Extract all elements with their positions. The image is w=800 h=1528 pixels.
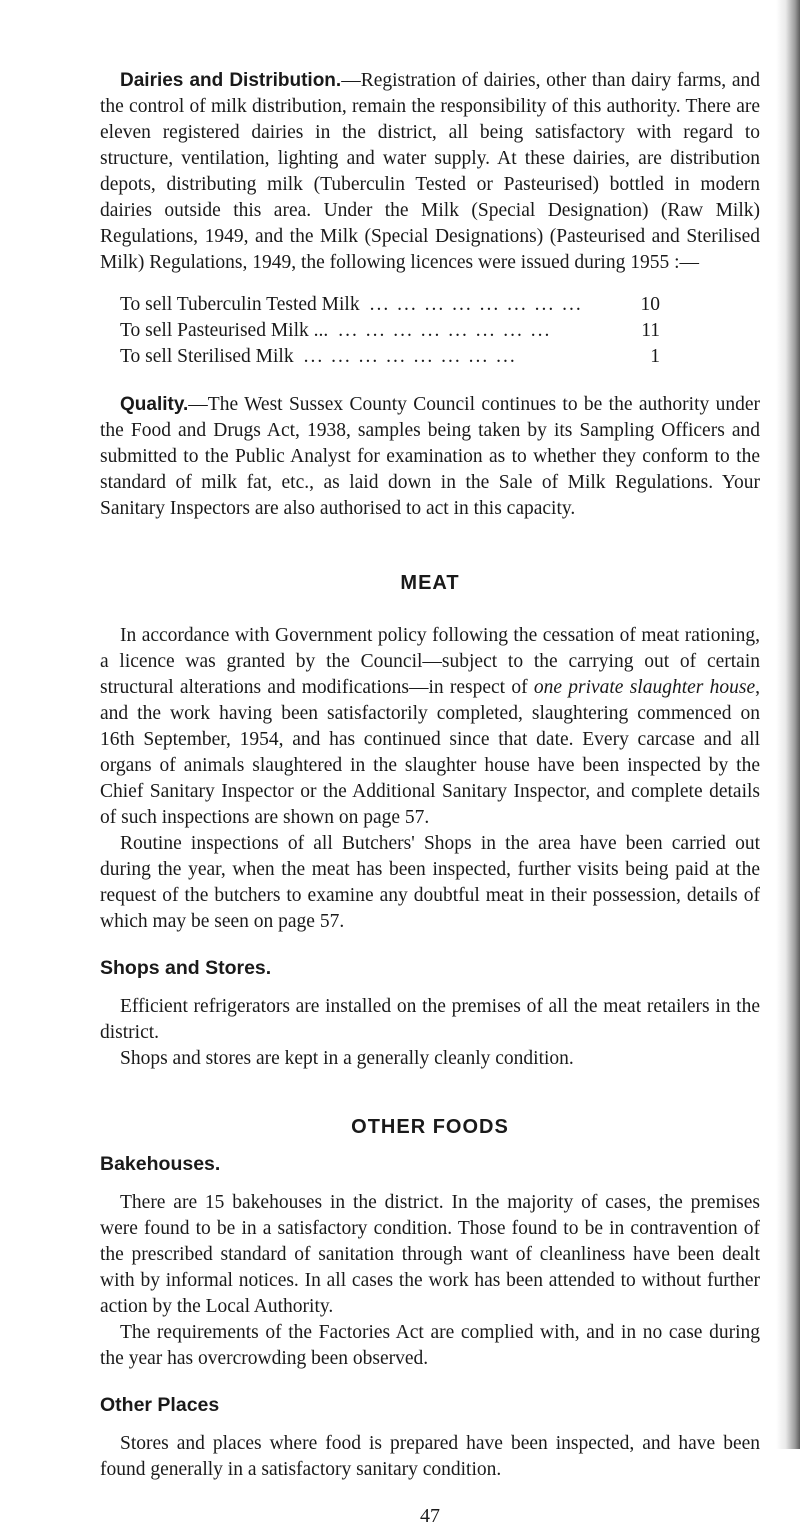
dairies-paragraph — [100, 68, 760, 276]
dairies-heading: Dairies and Distribution. — [120, 70, 342, 91]
licence-count: 1 — [650, 346, 660, 367]
leader-dots: ... ... ... ... ... ... ... ... — [303, 346, 517, 367]
leader-dots: ... ... ... ... ... ... ... ... — [369, 294, 583, 315]
licence-count: 11 — [641, 320, 660, 341]
meat-section-title: MEAT — [400, 572, 460, 594]
licence-label: To sell Tuberculin Tested Milk — [120, 294, 360, 315]
leader-dots: ... ... ... ... ... ... ... ... — [338, 320, 552, 341]
bakehouses-heading: Bakehouses. — [100, 1153, 221, 1175]
meat-paragraph-2: Routine inspections of all Butchers' Shops in the area have been carried out during the year, when the meat has been inspected, further visits being paid at the request of the butchers to examine any doubtful meat in their possession, details of which may be seen on page 57. — [100, 833, 760, 932]
licence-count: 10 — [640, 294, 660, 315]
meat-p1-start: In accordance with Government policy following the cessation of meat rationing, a licence was granted by the Council—subject to the carrying out of certain structural alterations and modifications—in respect of — [100, 625, 760, 698]
quality-paragraph — [100, 392, 760, 522]
shops-paragraph-1: Efficient refrigerators are installed on the premises of all the meat retailers in the district. — [100, 996, 760, 1043]
other-places-paragraph: Stores and places where food is prepared have been inspected, and have been found generally in a satisfactory sanitary condition. — [100, 1433, 760, 1480]
page-number: 47 — [420, 1505, 440, 1527]
licence-label: To sell Pasteurised Milk ... — [120, 320, 329, 341]
licence-label: To sell Sterilised Milk — [120, 346, 294, 367]
licences-list — [120, 292, 660, 370]
other-places-heading: Other Places — [100, 1394, 220, 1416]
quality-body: —The West Sussex County Council continues to be the authority under the Food and Drugs Act, 1938, samples being taken by its Sampling Officers and submitted to the Public Analyst for examination as to whether they conform to the standard of milk fat, etc., as laid down in the Sale of Milk Regulations. Your Sanitary Inspectors are also authorised to act in this capacity. — [100, 394, 760, 519]
bakehouses-paragraph-2: The requirements of the Factories Act are complied with, and in no case during the year has overcrowding been observed. — [100, 1322, 760, 1369]
meat-p1-end: , and the work having been satisfactorily completed, slaughtering commenced on 16th September, 1954, and has continued since that date. Every carcase and all organs of animals slaughtered in the slaughter house have been inspected by the Chief Sanitary Inspector or the Additional Sanitary Inspector, and complete details of such inspections are shown on page 57. — [100, 677, 760, 828]
meat-paragraph-1 — [100, 623, 760, 831]
bakehouses-paragraph-1: There are 15 bakehouses in the district. In the majority of cases, the premises were found to be in a satisfactory condition. Those found to be in contravention of the prescribed standard of sanitation through want of cleanliness have been dealt with by informal notices. In all cases the work has been attended to without further action by the Local Authority. — [100, 1192, 760, 1317]
quality-heading: Quality. — [120, 394, 189, 415]
shops-heading: Shops and Stores. — [100, 957, 272, 979]
licence-row — [120, 318, 660, 344]
page-binding-edge — [776, 0, 800, 1449]
shops-paragraph-2: Shops and stores are kept in a generally cleanly condition. — [120, 1048, 574, 1069]
licence-row — [120, 344, 660, 370]
other-foods-section-title: OTHER FOODS — [351, 1116, 509, 1138]
licence-row — [120, 292, 660, 318]
page-text — [100, 68, 760, 1528]
meat-p1-italic: one private slaughter house — [533, 677, 756, 698]
dairies-body: —Registration of dairies, other than dairy farms, and the control of milk distribution, remain the responsibility of this authority. There are eleven registered dairies in the district, all being satisfactory with regard to structure, ventilation, lighting and water supply. At these dairies, are distribution depots, distributing milk (Tuberculin Tested or Pasteurised) bottled in modern dairies outside this area. Under the Milk (Special Designation) (Raw Milk) Regulations, 1949, and the Milk (Special Designations) (Pasteurised and Sterilised Milk) Regulations, 1949, the following licences were issued during 1955 :— — [100, 70, 760, 273]
